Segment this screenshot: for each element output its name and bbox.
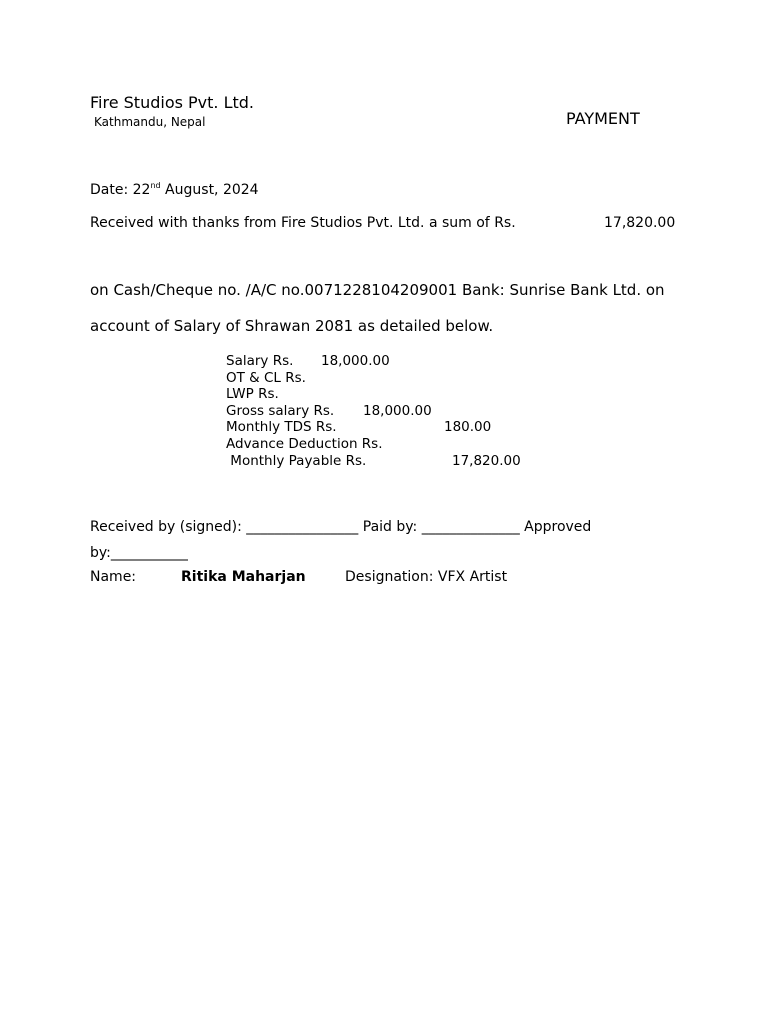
employee-designation: Designation: VFX Artist — [345, 569, 508, 585]
date-label: Date: 22 — [90, 182, 151, 198]
document-title: PAYMENT — [566, 109, 640, 128]
date-rest: August, 2024 — [160, 182, 259, 198]
receipt-text: Received with thanks from Fire Studios Pvt. Ltd. a sum of Rs. — [90, 215, 516, 231]
company-address: Kathmandu, Nepal — [94, 115, 206, 129]
monthly-tds-label: Monthly TDS Rs. — [226, 419, 337, 436]
date-ordinal-suffix: nd — [150, 181, 161, 190]
payment-method-line: on Cash/Cheque no. /A/C no.0071228104209001 Bank: Sunrise Bank Ltd. on — [90, 281, 665, 299]
salary-details — [226, 353, 521, 469]
signature-line: Received by (signed): ________________ Paid by: ______________ Approved — [90, 519, 592, 535]
gross-salary-row — [226, 402, 432, 420]
ot-cl-row — [226, 370, 383, 387]
salary-value: 18,000.00 — [321, 353, 390, 369]
payment-account-line: account of Salary of Shrawan 2081 as detailed below. — [90, 317, 494, 335]
company-name: Fire Studios Pvt. Ltd. — [90, 93, 255, 112]
monthly-tds-row — [226, 419, 492, 436]
salary-row — [226, 353, 390, 370]
salary-label: Salary Rs. — [226, 353, 294, 369]
monthly-tds-value: 180.00 — [444, 419, 492, 436]
monthly-payable-label: Monthly Payable Rs. — [226, 452, 367, 469]
monthly-payable-row — [226, 452, 521, 470]
gross-salary-value: 18,000.00 — [363, 402, 432, 419]
advance-deduction-label: Advance Deduction Rs. — [226, 435, 383, 452]
date-line — [90, 182, 259, 198]
ot-cl-label: OT & CL Rs. — [226, 369, 306, 386]
gross-salary-label: Gross salary Rs. — [226, 402, 335, 419]
receipt-amount: 17,820.00 — [604, 215, 676, 231]
monthly-payable-value: 17,820.00 — [452, 452, 521, 469]
lwp-row — [226, 386, 383, 403]
lwp-label: LWP Rs. — [226, 386, 279, 403]
employee-name: Ritika Maharjan — [181, 569, 306, 585]
signature-line-continuation: by:___________ — [90, 545, 188, 561]
name-label: Name: — [90, 569, 137, 585]
advance-deduction-row — [226, 436, 383, 453]
